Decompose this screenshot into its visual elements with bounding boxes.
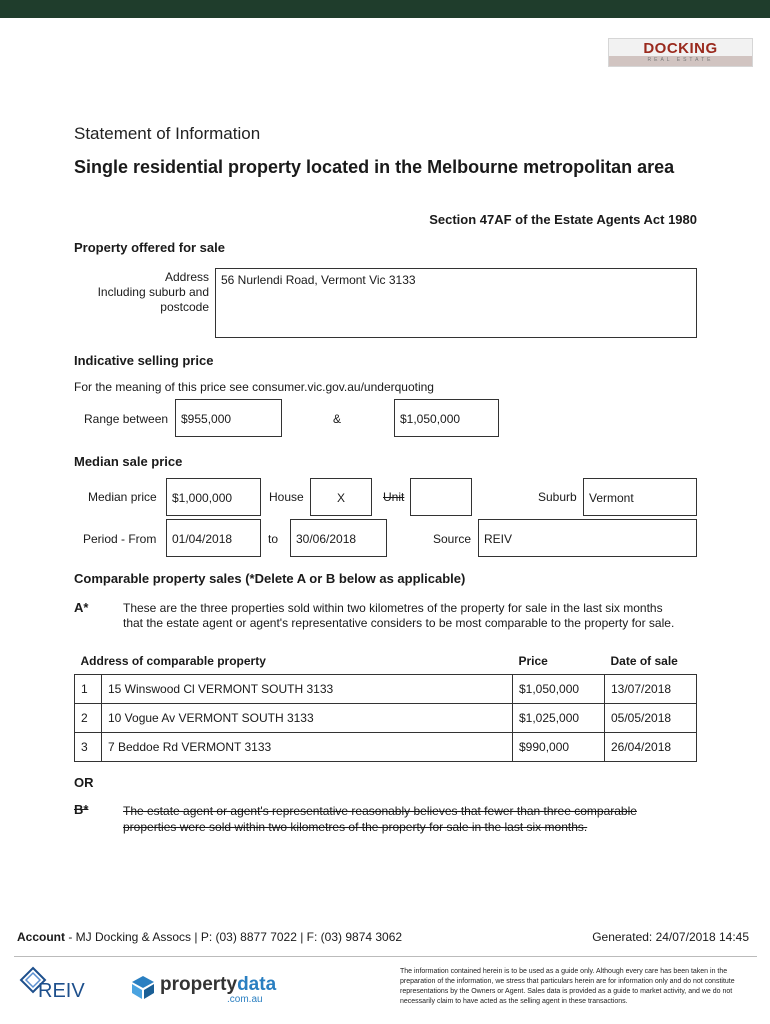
row-date[interactable]: 05/05/2018 [605,704,697,733]
propertydata-main: property [160,974,238,995]
comparable-table [74,648,697,762]
reiv-logo [18,966,98,1006]
propertydata-domain: .com.au [227,994,263,1005]
page-heading: Single residential property located in the Melbourne metropolitan area [74,157,675,177]
account-info [17,930,402,944]
row-address[interactable]: 10 Vogue Av VERMONT SOUTH 3133 [102,704,513,733]
range-ampersand: & [333,412,342,426]
address-label [60,270,209,315]
address-column-header: Address of comparable property [80,654,266,668]
row-date[interactable]: 26/04/2018 [605,733,697,762]
row-date[interactable]: 13/07/2018 [605,675,697,704]
suburb-field[interactable]: Vermont [583,478,697,516]
row-price[interactable]: $1,050,000 [513,675,605,704]
table-row [75,733,697,762]
comparable-section-heading: Comparable property sales (*Delete A or B below as applicable) [74,571,466,586]
median-price-label: Median price [88,490,157,504]
propertydata-logo [130,972,300,1006]
address-field[interactable]: 56 Nurlendi Road, Vermont Vic 3133 [215,268,697,338]
median-price-field[interactable]: $1,000,000 [166,478,261,516]
address-label-line2: Including suburb and [97,285,209,299]
statement-title: Statement of Information [74,124,261,143]
price-column-header: Price [518,654,548,668]
row-price[interactable]: $1,025,000 [513,704,605,733]
date-column-header: Date of sale [610,654,678,668]
address-label-line1: Address [164,270,209,284]
option-b-text: The estate agent or agent's representative reasonably believes that fewer than three comparable properties were sold within two kilometres of the property for sale in the last six months. [123,804,637,834]
source-field[interactable]: REIV [478,519,697,557]
period-to-label: to [268,532,279,546]
range-label: Range between [84,412,169,426]
row-number: 1 [75,675,102,704]
propertydata-wordmark [160,974,276,996]
price-high-field[interactable]: $1,050,000 [394,399,499,437]
house-label: House [269,490,304,504]
indicative-section-heading: Indicative selling price [74,353,214,368]
underquoting-note: For the meaning of this price see consumer.vic.gov.au/underquoting [74,380,434,394]
top-bar [0,0,770,18]
row-address[interactable]: 15 Winswood Cl VERMONT SOUTH 3133 [102,675,513,704]
row-number: 2 [75,704,102,733]
price-low-field[interactable]: $955,000 [175,399,282,437]
option-a-label: A* [74,600,89,615]
propertydata-cube-icon [130,974,156,1000]
account-label: Account [17,930,65,944]
unit-checkbox[interactable] [410,478,472,516]
account-details: - MJ Docking & Assocs | P: (03) 8877 7022 | F: (03) 9874 3062 [65,930,403,944]
median-section-heading: Median sale price [74,454,183,469]
property-section-heading: Property offered for sale [74,240,225,255]
row-price[interactable]: $990,000 [513,733,605,762]
row-number: 3 [75,733,102,762]
table-row [75,675,697,704]
address-label-line3: postcode [160,300,209,314]
house-checkbox[interactable]: X [310,478,372,516]
period-from-field[interactable]: 01/04/2018 [166,519,261,557]
row-address[interactable]: 7 Beddoe Rd VERMONT 3133 [102,733,513,762]
logo-name: DOCKING [643,40,718,57]
suburb-label: Suburb [538,490,577,504]
disclaimer-text: The information contained herein is to be used as a guide only. Although every care has been taken in the preparation of the information, we stress that particulars herein are for information only and do not constitute representations by the Owners or Agent. Sales data is provided as a guide to market activity, and we do not necessarily claim to have acted as the selling agent in these transactions. [400,968,735,1005]
period-from-label: Period - From [83,532,157,546]
propertydata-accent: data [237,974,277,995]
table-row [75,704,697,733]
docking-logo [608,38,753,67]
table-header-row [75,648,697,675]
footer-divider [14,956,757,957]
period-to-field[interactable]: 30/06/2018 [290,519,387,557]
or-label: OR [74,775,94,790]
section-reference: Section 47AF of the Estate Agents Act 1980 [429,212,697,227]
option-b-label: B* [74,802,89,817]
unit-label: Unit [383,490,405,504]
source-label: Source [433,532,472,546]
reiv-logo-text: REIV [38,980,85,1002]
option-a-text: These are the three properties sold within two kilometres of the property for sale in the last six months that the estate agent or agent's representative considers to be most comparable to the property for sale. [123,601,675,630]
logo-tagline: REAL ESTATE [647,57,714,63]
generated-timestamp: Generated: 24/07/2018 14:45 [592,930,749,944]
